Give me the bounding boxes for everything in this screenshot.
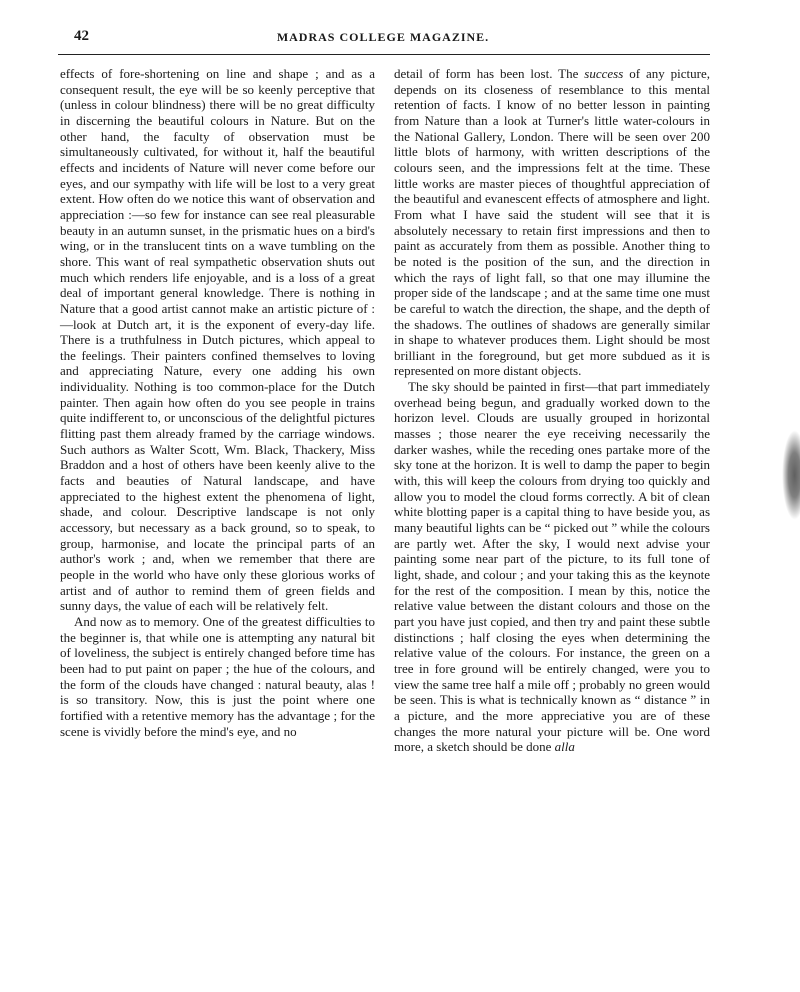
header-rule <box>58 54 710 55</box>
paragraph: And now as to memory. One of the greatest difficulties to the beginner is, that while one is attempting any natural bit of loveliness, the subject is entirely changed before time has been had to put paint on paper ; the hue of the colours, and the form of the clouds have changed : natural beauty, alas ! is so transitory. Now, this is just the point where one fortified with a retentive memory has the advantage ; for the scene is vividly before the mind's eye, and no <box>60 613 375 739</box>
running-title: MADRAS COLLEGE MAGAZINE. <box>276 30 490 44</box>
left-column <box>60 66 375 739</box>
page-number: 42 <box>74 28 89 44</box>
text-run: of any picture, depends on its closeness of resemblance to this mental retention of facts. I know of no better lesson in painting from Nature than a look at Turner's little water-colours in the National Gallery, London. There will be seen over 200 little blots of harmony, with written descriptions of the colours seen, and the impressions felt at the time. These little works are master pieces of thoughtful appreciation of the beautiful and evanescent effects of atmosphere and light. From what I have said the student will see that it is absolutely necessary to retain first impressions and then to paint as accurately from them as possible. Another thing to be noted is the position of the sun, and the direction in which the rays of light fall, so that one may illumine the proper side of the landscape ; and at the same time one must be careful to watch the direction, the shape, and the depth of the shadows. The outlines of shadows are generally similar in shape to whatever produces them. Light should be most brilliant in the foreground, but get more subdued as it is represented on more distant objects. <box>394 66 710 379</box>
italic-word: success <box>584 66 624 81</box>
text-run: detail of form has been lost. The <box>394 66 585 81</box>
paragraph <box>394 379 710 755</box>
page-header <box>58 28 708 50</box>
right-column <box>394 66 710 755</box>
paragraph: effects of fore-shortening on line and shape ; and as a consequent result, the eye will be so keenly perceptive that (unless in colour blindness) there will be no great difficulty in discerning the beautiful colours in Nature. But on the other hand, the faculty of observation must be simultaneously cultivated, for without it, half the beautiful effects and incidents of Nature will never come before our eyes, and our sympathy with life will be lost to a very great extent. How often do we notice this want of observation and appreciation :—so few for instance can see real pleasurable beauty in an autumn sunset, in the prismatic hues on a bird's wing, or in the translucent tints on a wave tumbling on the shore. This want of real sympathetic observation shuts out much which renders life enjoyable, and is a loss of a great deal of important general knowledge. There is nothing in Nature that a good artist cannot make an artistic picture of :—look at Dutch art, it is the exponent of every-day life. There is a truthfulness in Dutch pictures, which appeal to the feelings. Their painters confined themselves to loving and appreciating Nature, every one adding his own individuality. Nothing is too common-place for the Dutch painter. Then again how often do you see people in trains quite indifferent to, or unconscious of the delightful pictures flitting past them already framed by the carriage windows. Such authors as Walter Scott, Wm. Black, Thackery, Miss Braddon and a host of others have been keenly alive to the facts and beauties of Natural landscape, and have appreciated to the highest extent the phenomena of light, shade, and colour. Descriptive landscape is not only accessory, but necessary as a back ground, so to speak, to group, harmonise, and locate the principal parts of an author's work ; and, when we remember that there are people in the world who have only these glorious works of artist and of author to remind them of green fields and sunny days, the value of each will be relatively felt. <box>60 66 375 614</box>
paragraph <box>394 66 710 379</box>
text-run: The sky should be painted in first—that part immediately overhead being begun, and gradually worked down to the horizon level. Clouds are usually grouped in horizontal masses ; those nearer the eye receiving necessarily the darker washes, while the receding ones partake more of the sky tone at the horizon. It is well to damp the paper to begin with, this will keep the colours from drying too quickly and allow you to model the cloud forms correctly. A bit of clean white blotting paper is a capital thing to have beside you, as many beautiful lights can be “ picked out ” while the colours are partly wet. After the sky, I would next advise your painting some near part of the picture, to its full tone of light, shade, and colour ; and your taking this as the keynote for the rest of the composition. I mean by this, notice the relative value between the distant colours and those on the part you have just copied, and then try and paint these subtle distinctions ; half closing the eyes when determining the relative value of the colours. For instance, the green on a tree in fore ground will be entirely changed, were you to view the same tree half a mile off ; probably no green would be seen. This is what is technically known as “ distance ” in a picture, and the more appreciative you are of these changes the more natural your picture will be. One word more, a sketch should be done <box>394 379 710 755</box>
ink-blot-mark <box>782 430 800 520</box>
italic-word: alla <box>554 739 575 755</box>
